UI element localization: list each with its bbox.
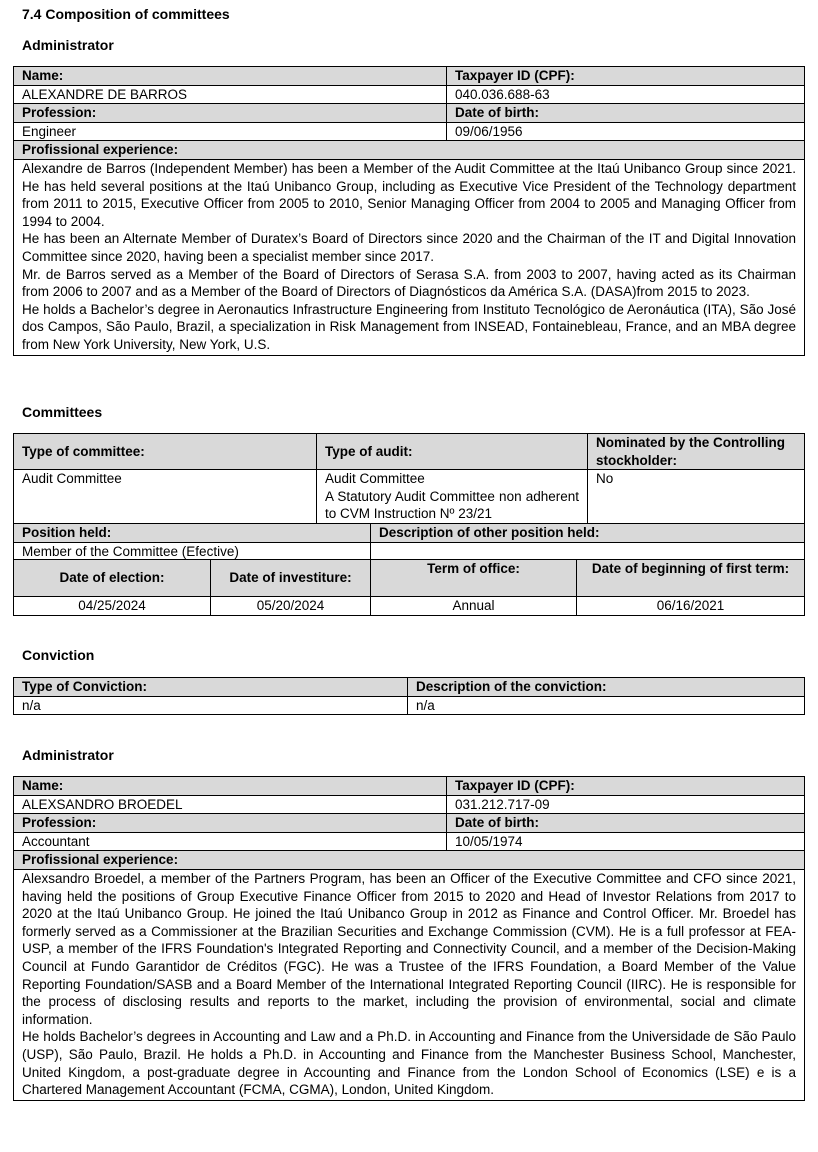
type-audit-line2: A Statutory Audit Committee non adherent to CVM Instruction Nº 23/21 bbox=[325, 488, 579, 522]
admin1-profession: Engineer bbox=[14, 122, 447, 141]
election-date: 04/25/2024 bbox=[14, 597, 211, 616]
nominated-label: Nominated by the Controlling stockholder: bbox=[588, 434, 805, 470]
committees-table-3 bbox=[13, 559, 805, 616]
conviction-table bbox=[13, 677, 805, 715]
other-position bbox=[371, 542, 805, 561]
admin1-experience-label: Profissional experience: bbox=[14, 141, 805, 160]
admin1-heading: Administrator bbox=[22, 37, 114, 53]
committees-heading: Committees bbox=[22, 404, 103, 420]
admin1-experience bbox=[14, 159, 805, 355]
admin1-experience-paragraph: He holds a Bachelor’s degree in Aeronautics Infrastructure Engineering from Instituto Tecnológico de Aeronáutica (ITA), São José dos Campos, São Paulo, Brazil, a specialization in Risk Management from INSEAD, Fontainebleau, France, and an MBA degree from New York University, New York, U.S. bbox=[22, 301, 796, 352]
admin2-cpf-label: Taxpayer ID (CPF): bbox=[447, 777, 805, 796]
other-position-label: Description of other position held: bbox=[371, 524, 805, 543]
type-committee-label: Type of committee: bbox=[14, 434, 317, 470]
admin2-experience-paragraph: He holds Bachelor’s degrees in Accounting and Law and a Ph.D. in Accounting and Finance from the Universidade de São Paulo (USP), São Paulo, Brazil. He holds a Ph.D. in Accounting and Finance from the Manchester Business School, Manchester, United Kingdom, a post-graduate degree in Accounting and Finance from the London School of Economics (LSE) e is a Chartered Management Accountant (FCMA, CGMA), London, United Kingdom. bbox=[22, 1029, 796, 1098]
admin1-experience-paragraph: He has been an Alternate Member of Duratex’s Board of Directors since 2020 and the Chairman of the IT and Digital Innovation Committee since 2020, having been a specialist member since 2017. bbox=[22, 231, 796, 264]
conviction-type: n/a bbox=[14, 696, 408, 715]
conviction-type-label: Type of Conviction: bbox=[14, 678, 408, 697]
admin1-table bbox=[13, 66, 805, 356]
position-label: Position held: bbox=[14, 524, 371, 543]
admin2-name: ALEXSANDRO BROEDEL bbox=[14, 795, 447, 814]
committees-table-1 bbox=[13, 433, 805, 524]
admin1-cpf-label: Taxpayer ID (CPF): bbox=[447, 67, 805, 86]
admin2-experience bbox=[14, 869, 805, 1100]
conviction-desc: n/a bbox=[408, 696, 805, 715]
term-of-office: Annual bbox=[371, 597, 577, 616]
type-audit-line1: Audit Committee bbox=[325, 471, 425, 487]
first-term-label: Date of beginning of first term: bbox=[577, 560, 805, 597]
first-term-date: 06/16/2021 bbox=[577, 597, 805, 616]
admin2-experience-paragraph: Alexsandro Broedel, a member of the Partners Program, has been an Officer of the Executive Committee and CFO since 2021, having held the positions of Group Executive Finance Officer from 2015 to 2020 and Head of Investor Relations from 2017 to 2020 at the Itaú Unibanco Group. He joined the Itaú Unibanco Group in 2012 as Finance and Control Officer. Mr. Broedel has formerly served as a Commissioner at the Brazilian Securities and Exchange Commission (CVM). He is a full professor at FEA-USP, a member of the IFRS Foundation's Integrated Reporting and Connectivity Council, and a member of the Decision-Making Council at Fundo Garantidor de Créditos (FGC). He was a Trustee of the IFRS Foundation, a Board Member of the Value Reporting Foundation/SASB and a Board Member of the International Integrated Reporting Council (IIRC). He is responsible for the process of disclosing results and reports to the market, including the provision of environmental, social and climate information. bbox=[22, 870, 796, 1027]
admin1-experience-paragraph: Mr. de Barros served as a Member of the Board of Directors of Serasa S.A. from 2003 to 2007, having acted as its Chairman from 2006 to 2007 and as a Member of the Board of Directors of Diagnósticos da América S.A. (DASA)from 2015 to 2023. bbox=[22, 266, 796, 300]
admin2-cpf: 031.212.717-09 bbox=[447, 795, 805, 814]
investiture-label: Date of investiture: bbox=[211, 560, 371, 597]
conviction-desc-label: Description of the conviction: bbox=[408, 678, 805, 697]
admin2-heading: Administrator bbox=[22, 747, 114, 763]
admin2-profession-label: Profession: bbox=[14, 814, 447, 833]
admin1-cpf: 040.036.688-63 bbox=[447, 85, 805, 104]
admin1-dob-label: Date of birth: bbox=[447, 104, 805, 123]
admin2-dob-label: Date of birth: bbox=[447, 814, 805, 833]
type-audit bbox=[317, 470, 588, 524]
election-label: Date of election: bbox=[14, 560, 211, 597]
committees-table-2 bbox=[13, 523, 805, 561]
admin1-name-label: Name: bbox=[14, 67, 447, 86]
admin1-experience-paragraph: Alexandre de Barros (Independent Member) has been a Member of the Audit Committee at the Itaú Unibanco Group since 2021. He has held several positions at the Itaú Unibanco Group, including as Executive Vice President of the Technology department from 2011 to 2015, Executive Officer from 2005 to 2010, Senior Managing Officer from 2004 to 2005 and Managing Officer from 1994 to 2004. bbox=[22, 160, 796, 229]
admin2-table bbox=[13, 776, 805, 1101]
admin1-profession-label: Profession: bbox=[14, 104, 447, 123]
conviction-heading: Conviction bbox=[22, 647, 95, 663]
admin1-dob: 09/06/1956 bbox=[447, 122, 805, 141]
admin2-dob: 10/05/1974 bbox=[447, 832, 805, 851]
position: Member of the Committee (Efective) bbox=[14, 542, 371, 561]
type-audit-label: Type of audit: bbox=[317, 434, 588, 470]
admin1-name: ALEXANDRE DE BARROS bbox=[14, 85, 447, 104]
term-label: Term of office: bbox=[371, 560, 577, 597]
admin2-experience-label: Profissional experience: bbox=[14, 851, 805, 870]
section-title: 7.4 Composition of committees bbox=[22, 6, 230, 22]
admin2-name-label: Name: bbox=[14, 777, 447, 796]
nominated: No bbox=[588, 470, 805, 524]
admin2-profession: Accountant bbox=[14, 832, 447, 851]
investiture-date: 05/20/2024 bbox=[211, 597, 371, 616]
type-committee: Audit Committee bbox=[14, 470, 317, 524]
